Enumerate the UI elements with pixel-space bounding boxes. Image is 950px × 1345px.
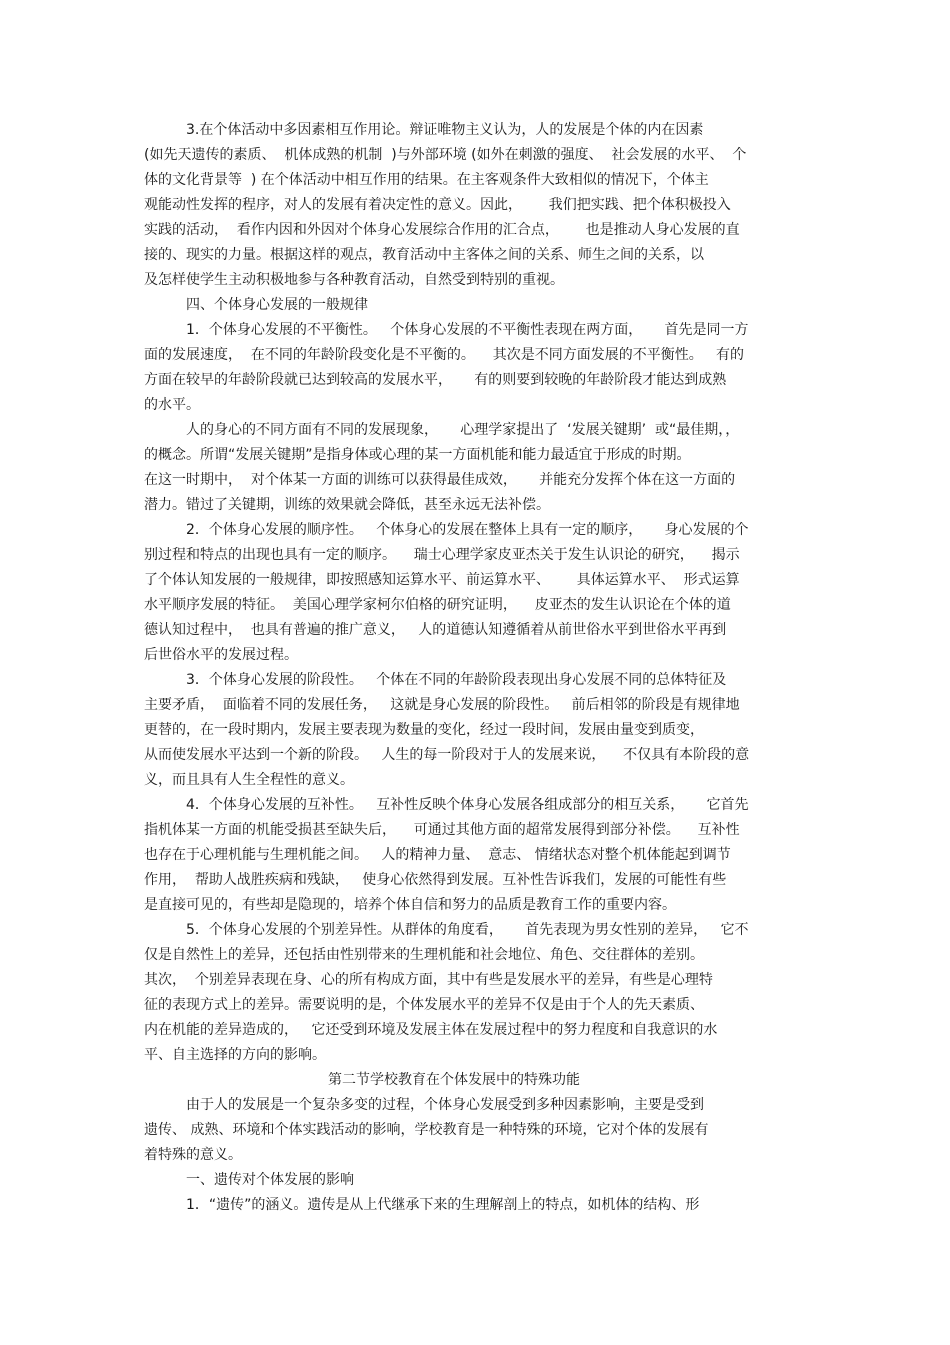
paragraph-line: 由于人的发展是一个复杂多变的过程，个体身心发展受到多种因素影响，主要是受到 <box>186 1097 704 1113</box>
paragraph-line: 德认知过程中， 也具有普遍的推广意义， 人的道德认知遵循着从前世俗水平到世俗水平再到 <box>144 622 727 638</box>
paragraph-line: 面的发展速度， 在不同的年龄阶段变化是不平衡的。 其次是不同方面发展的不平衡性。 有的 <box>144 347 745 363</box>
paragraph-line: 也存在于心理机能与生理机能之间。 人的精神力量、 意志、 情绪状态对整个机体能起到调节 <box>144 847 731 863</box>
paragraph-line: 接的、现实的力量。根据这样的观点，教育活动中主客体之间的关系、师生之间的关系，以 <box>144 247 704 263</box>
paragraph-line: 从而使发展水平达到一个新的阶段。 人生的每一阶段对于人的发展来说， 不仅具有本阶段的意 <box>144 747 750 763</box>
paragraph-line: 1．“遗传”的涵义。遗传是从上代继承下来的生理解剖上的特点，如机体的结构、形 <box>186 1197 700 1213</box>
paragraph-line: 平、自主选择的方向的影响。 <box>144 1047 326 1063</box>
paragraph-line: 方面在较早的年龄阶段就已达到较高的发展水平， 有的则要到较晚的年龄阶段才能达到成熟 <box>144 372 727 388</box>
paragraph-line: 的水平。 <box>144 397 200 413</box>
paragraph-line: 1．个体身心发展的不平衡性。 个体身心发展的不平衡性表现在两方面， 首先是同一方 <box>186 322 749 338</box>
paragraph-line: 4．个体身心发展的互补性。 互补性反映个体身心发展各组成部分的相互关系， 它首先 <box>186 797 749 813</box>
paragraph-line: 实践的活动， 看作内因和外因对个体身心发展综合作用的汇合点， 也是推动人身心发展的直 <box>144 222 740 238</box>
paragraph-line: 是直接可见的，有些却是隐现的，培养个体自信和努力的品质是教育工作的重要内容。 <box>144 897 676 913</box>
section-heading: 一、遗传对个体发展的影响 <box>186 1172 354 1188</box>
paragraph-line: 主要矛盾， 面临着不同的发展任务， 这就是身心发展的阶段性。 前后相邻的阶段是有规律地 <box>144 697 740 713</box>
paragraph-line: 了个体认知发展的一般规律，即按照感知运算水平、前运算水平、 具体运算水平、 形式运算 <box>144 572 740 588</box>
paragraph-line: 着特殊的意义。 <box>144 1147 242 1163</box>
paragraph-line: 后世俗水平的发展过程。 <box>144 647 298 663</box>
paragraph-line: 内在机能的差异造成的， 它还受到环境及发展主体在发展过程中的努力程度和自我意识的水 <box>144 1022 718 1038</box>
paragraph-line: 的概念。所谓“发展关键期”是指身体或心理的某一方面机能和能力最适宜于形成的时期。 <box>144 447 691 463</box>
paragraph-line: 及怎样使学生主动积极地参与各种教育活动，自然受到特别的重视。 <box>144 272 564 288</box>
paragraph-line: 别过程和特点的出现也具有一定的顺序。 瑞士心理学家皮亚杰关于发生认识论的研究， 揭示 <box>144 547 740 563</box>
paragraph-line: 2．个体身心发展的顺序性。 个体身心的发展在整体上具有一定的顺序， 身心发展的个 <box>186 522 749 538</box>
paragraph-line: 3．个体身心发展的阶段性。 个体在不同的年龄阶段表现出身心发展不同的总体特征及 <box>186 672 727 688</box>
paragraph-line: 更替的，在一段时期内，发展主要表现为数量的变化，经过一段时间，发展由量变到质变， <box>144 722 704 738</box>
paragraph-line: 观能动性发挥的程序，对人的发展有着决定性的意义。因此， 我们把实践、把个体积极投入 <box>144 197 731 213</box>
paragraph-line: 遗传、 成熟、环境和个体实践活动的影响，学校教育是一种特殊的环境，它对个体的发展有 <box>144 1122 709 1138</box>
paragraph-line: 水平顺序发展的特征。 美国心理学家柯尔伯格的研究证明， 皮亚杰的发生认识论在个体的道 <box>144 597 731 613</box>
paragraph-line: (如先天遗传的素质、 机体成熟的机制 )与外部环境 (如外在刺激的强度、 社会发展的水平、 个 <box>144 147 747 163</box>
paragraph-line: 义，而且具有人生全程性的意义。 <box>144 772 354 788</box>
paragraph-line: 人的身心的不同方面有不同的发展现象， 心理学家提出了 ‘发展关键期’ 或“最佳期，， <box>186 422 740 438</box>
paragraph-line: 指机体某一方面的机能受损甚至缺失后， 可通过其他方面的超常发展得到部分补偿。 互补性 <box>144 822 740 838</box>
paragraph-line: 5．个体身心发展的个别差异性。从群体的角度看， 首先表现为男女性别的差异， 它不 <box>186 922 749 938</box>
paragraph-line: 仅是自然性上的差异，还包括由性别带来的生理机能和社会地位、角色、交往群体的差别。 <box>144 947 704 963</box>
paragraph-line: 潜力。错过了关键期，训练的效果就会降低，甚至永远无法补偿。 <box>144 497 550 513</box>
paragraph-line: 在这一时期中， 对个体某一方面的训练可以获得最佳成效， 并能充分发挥个体在这一方面的 <box>144 472 736 488</box>
paragraph-line: 3.在个体活动中多因素相互作用论。辩证唯物主义认为，人的发展是个体的内在因素 <box>186 122 704 138</box>
chapter-section-title: 第二节学校教育在个体发展中的特殊功能 <box>328 1072 580 1088</box>
paragraph-line: 其次， 个别差异表现在身、心的所有构成方面，其中有些是发展水平的差异，有些是心理特 <box>144 972 713 988</box>
paragraph-line: 体的文化背景等 ) 在个体活动中相互作用的结果。在主客观条件大致相似的情况下，个体主 <box>144 172 709 188</box>
paragraph-line: 作用， 帮助人战胜疾病和残缺， 使身心依然得到发展。互补性告诉我们，发展的可能性有些 <box>144 872 727 888</box>
document-body <box>144 118 808 1218</box>
paragraph-line: 征的表现方式上的差异。需要说明的是，个体发展水平的差异不仅是由于个人的先天素质、 <box>144 997 704 1013</box>
section-heading: 四、个体身心发展的一般规律 <box>186 297 368 313</box>
